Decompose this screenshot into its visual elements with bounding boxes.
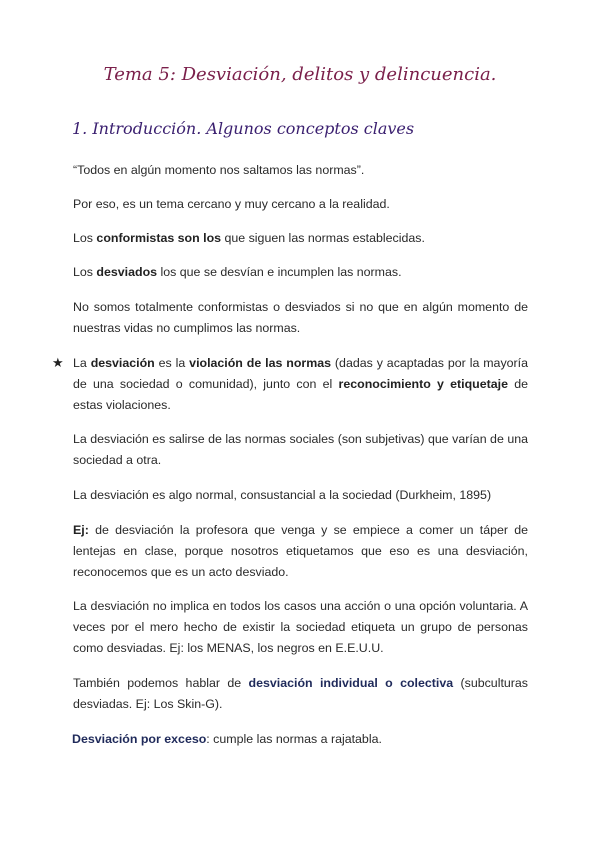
- text: : cumple las normas a rajatabla.: [206, 732, 382, 746]
- bold-term: conformistas son los: [96, 231, 222, 245]
- star-icon: ★: [52, 355, 64, 370]
- bold-term: desviados: [96, 265, 158, 279]
- paragraph-exceso: [72, 729, 527, 750]
- text: los que se desvían e incumplen las normas.: [157, 265, 402, 279]
- paragraph-desviados: [73, 262, 528, 283]
- document-title: Tema 5: Desviación, delitos y delincuencia.: [103, 64, 497, 85]
- bold-term: desviación: [90, 356, 155, 370]
- quote-paragraph: “Todos en algún momento nos saltamos las normas”.: [73, 163, 365, 177]
- bold-term: reconocimiento y etiquetaje: [338, 377, 508, 391]
- paragraph-conformistas: [73, 228, 528, 249]
- text: Los: [73, 265, 97, 279]
- text: La: [73, 356, 91, 370]
- text: (subculturas desviadas. Ej: Los Skin-G).: [73, 676, 529, 711]
- bold-term: desviación individual o colectiva: [248, 676, 454, 690]
- bold-term: Ej:: [73, 523, 89, 537]
- paragraph-cercano: Por eso, es un tema cercano y muy cercano a la realidad.: [73, 197, 390, 211]
- section-heading: 1. Introducción. Algunos conceptos claves: [72, 119, 415, 138]
- bold-term: violación de las normas: [189, 356, 332, 370]
- text: de desviación la profesora que venga y se empiece a comer un táper de lentejas en clase, porque nosotros etiquetamos que eso es una desviación, reconocemos que es un acto desviado.: [73, 523, 528, 579]
- text: Los: [73, 231, 97, 245]
- paragraph-normal: La desviación es algo normal, consustancial a la sociedad (Durkheim, 1895): [73, 488, 492, 502]
- paragraph-individual: [73, 673, 528, 715]
- paragraph-no-somos: No somos totalmente conformistas o desviados si no que en algún momento de nuestras vidas no cumplimos las normas.: [73, 300, 528, 335]
- paragraph-definicion: [73, 353, 528, 416]
- text: que siguen las normas establecidas.: [221, 231, 425, 245]
- paragraph-voluntaria: La desviación no implica en todos los casos una acción o una opción voluntaria. A veces por el mero hecho de existir la sociedad etiqueta un grupo de personas como desviadas. Ej: los MENAS, los negros en E.E.U.U.: [73, 599, 528, 655]
- text: es la: [154, 356, 190, 370]
- text: de estas violaciones.: [73, 377, 529, 412]
- bold-term: Desviación por exceso: [72, 732, 207, 746]
- paragraph-ejemplo: [73, 520, 528, 583]
- text: También podemos hablar de: [73, 676, 249, 690]
- paragraph-salirse: La desviación es salirse de las normas sociales (son subjetivas) que varían de una sociedad a otra.: [73, 432, 528, 467]
- text: (dadas y acaptadas por la mayoría de una sociedad o comunidad), junto con el: [73, 356, 528, 391]
